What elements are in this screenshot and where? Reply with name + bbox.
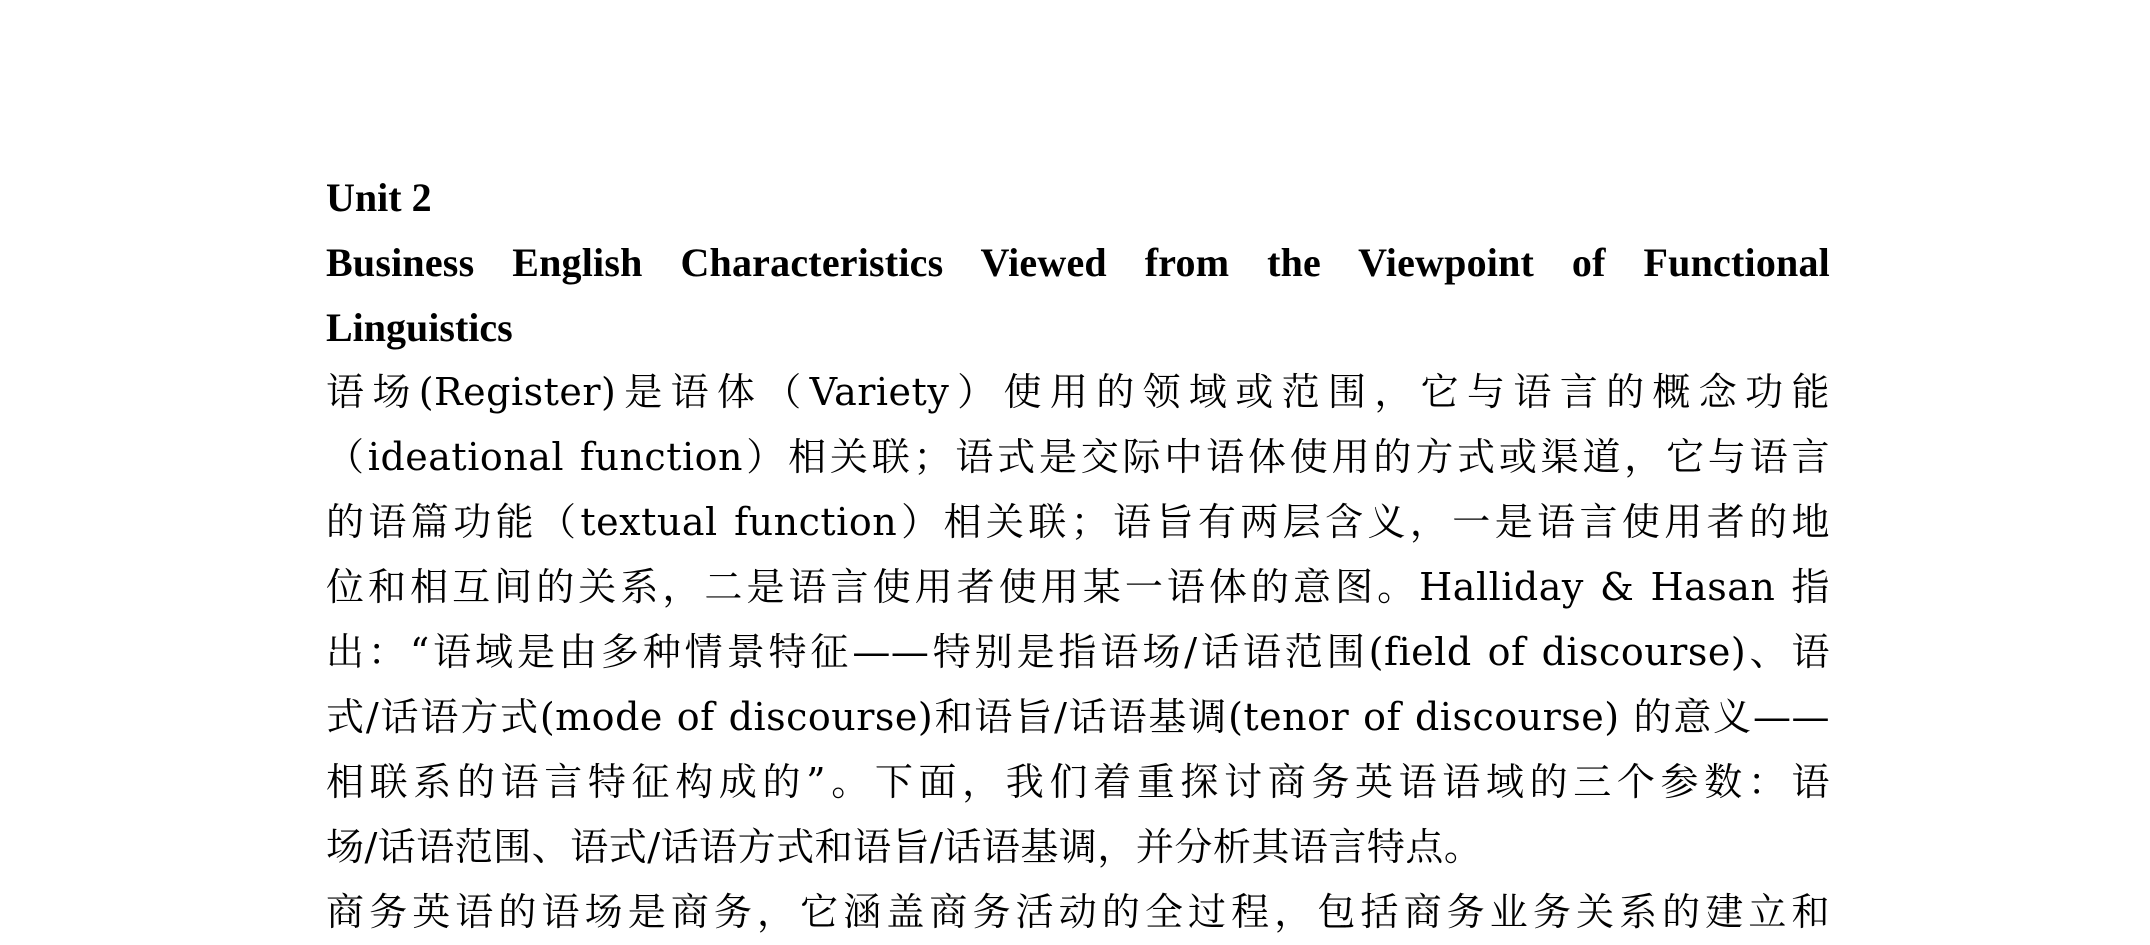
paragraph-1-line-2: （ideational function）相关联；语式是交际中语体使用的方式或渠道，它与语言 xyxy=(326,435,1830,479)
paragraph-1-line-1: 语场(Register)是语体（Variety）使用的领域或范围，它与语言的概念功能 xyxy=(326,370,1830,414)
paragraph-1-line-3: 的语篇功能（textual function）相关联；语旨有两层含义，一是语言使用者的地 xyxy=(326,500,1830,544)
paragraph-1-line-5: 出：“语域是由多种情景特征——特别是指语场/话语范围(field of discourse)、语 xyxy=(326,630,1830,674)
title-line-2: Linguistics xyxy=(326,305,513,350)
paragraph-1-line-6: 式/话语方式(mode of discourse)和语旨/话语基调(tenor of discourse) 的意义—— xyxy=(326,695,1830,739)
paragraph-1-line-8: 场/话语范围、语式/话语方式和语旨/话语基调，并分析其语言特点。 xyxy=(326,825,1483,869)
paragraph-1-line-4: 位和相互间的关系，二是语言使用者使用某一语体的意图。Halliday & Hasan 指 xyxy=(326,565,1830,609)
title-line-1: Business English Characteristics Viewed from the Viewpoint of Functional xyxy=(326,240,1830,285)
paragraph-2-partial-line: 商务英语的语场是商务，它涵盖商务活动的全过程，包括商务业务关系的建立和 xyxy=(326,890,1830,934)
page-content xyxy=(326,165,1830,945)
unit-heading: Unit 2 xyxy=(326,175,432,220)
paragraph-1-line-7: 相联系的语言特征构成的”。下面，我们着重探讨商务英语语域的三个参数：语 xyxy=(326,760,1830,804)
